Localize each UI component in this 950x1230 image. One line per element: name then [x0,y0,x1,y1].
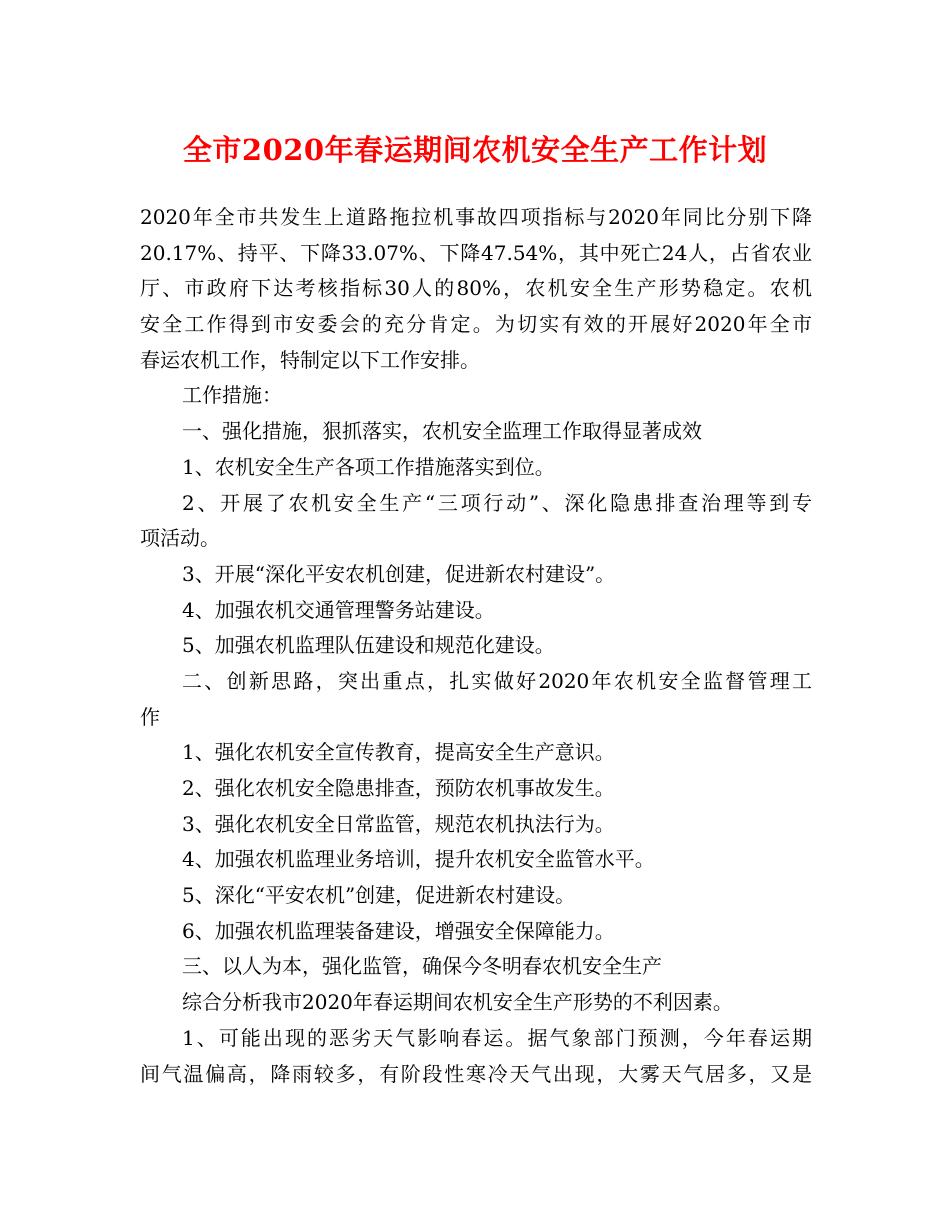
paragraph-line: 20.17%、持平、下降33.07%、下降47.54%，其中死亡24人，占省农业 [140,240,812,265]
list-item: 1、强化农机安全宣传教育，提高安全生产意识。 [182,740,615,765]
section-label: 工作措施： [182,383,282,408]
paragraph-line: 春运农机工作，特制定以下工作安排。 [140,347,480,372]
section-heading: 三、以人为本，强化监管，确保今冬明春农机安全生产 [182,954,662,979]
list-item-continuation: 项活动。 [140,526,220,551]
paragraph-line: 安全工作得到市安委会的充分肯定。为切实有效的开展好2020年全市 [140,312,812,337]
list-item: 6、加强农机监理装备建设，增强安全保障能力。 [182,918,615,943]
list-item: 4、加强农机监理业务培训，提升农机安全监管水平。 [182,847,655,872]
paragraph-line: 综合分析我市2020年春运期间农机安全生产形势的不利因素。 [182,990,733,1015]
document-body [140,200,812,1092]
section-heading: 二、创新思路，突出重点，扎实做好2020年农机安全监督管理工 [182,668,812,693]
list-item: 2、强化农机安全隐患排查，预防农机事故发生。 [182,776,615,800]
list-item: 2、开展了农机安全生产“三项行动”、深化隐患排查治理等到专 [182,490,812,515]
paragraph-line: 2020年全市共发生上道路拖拉机事故四项指标与2020年同比分别下降 [140,205,812,229]
list-item: 1、农机安全生产各项工作措施落实到位。 [182,454,555,479]
list-item-continuation: 间气温偏高，降雨较多，有阶段性寒冷天气出现，大雾天气居多，又是 [140,1061,812,1086]
list-item: 4、加强农机交通管理警务站建设。 [182,597,495,622]
document-title: 全市2020年春运期间农机安全生产工作计划 [182,133,768,167]
list-item: 1、可能出现的恶劣天气影响春运。据气象部门预测，今年春运期 [182,1025,812,1050]
list-item: 3、强化农机安全日常监管，规范农机执法行为。 [182,811,615,836]
list-item: 3、开展“深化平安农机创建，促进新农村建设”。 [182,561,616,586]
list-item: 5、加强农机监理队伍建设和规范化建设。 [182,633,555,658]
list-item: 5、深化“平安农机”创建，促进新农村建设。 [182,883,576,908]
section-heading: 一、强化措施，狠抓落实，农机安全监理工作取得显著成效 [182,419,702,444]
section-heading-continuation: 作 [140,704,160,729]
paragraph-line: 厅、市政府下达考核指标30人的80%，农机安全生产形势稳定。农机 [140,276,812,301]
